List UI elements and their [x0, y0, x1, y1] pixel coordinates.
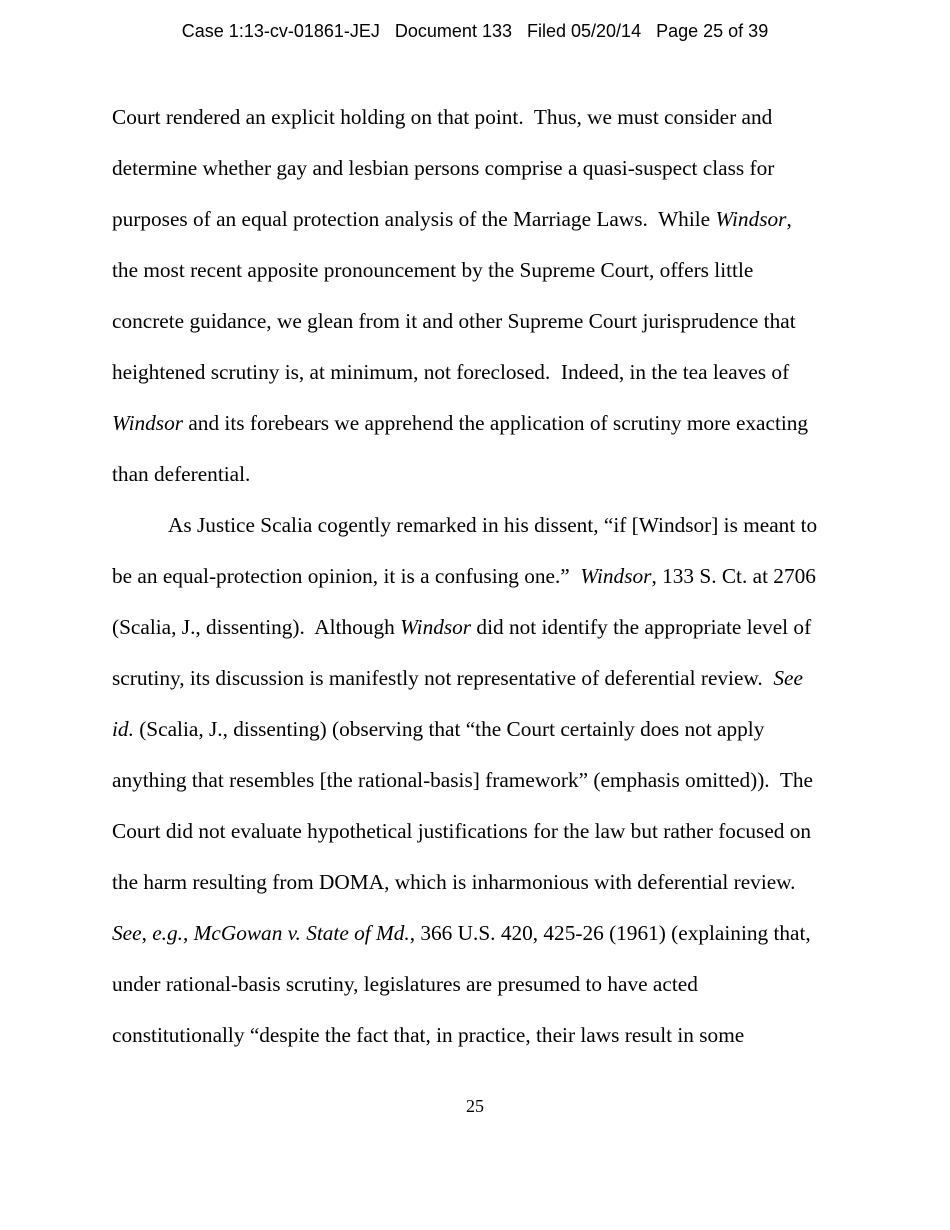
page-indicator: Page 25 of 39 [656, 21, 769, 41]
case-citation: Windsor [715, 207, 787, 231]
text-line: (Scalia, J., dissenting). Although Windsor did not identify the appropriate level of [112, 615, 812, 639]
text-line: See, e.g., McGowan v. State of Md., 366 U.S. 420, 425-26 (1961) (explaining that, [112, 921, 811, 945]
document-number: Document 133 [394, 21, 512, 41]
text-line: anything that resembles [the rational-basis] framework” (emphasis omitted)). The [112, 768, 813, 792]
text-line: concrete guidance, we glean from it and other Supreme Court jurisprudence that [112, 309, 796, 333]
text-line: than deferential. [112, 462, 251, 486]
case-header [0, 21, 950, 42]
signal-word: e.g. [152, 921, 183, 945]
signal-word: id. [112, 717, 134, 741]
text-line: Windsor and its forebears we apprehend the application of scrutiny more exacting [112, 411, 809, 435]
text-line: be an equal-protection opinion, it is a confusing one.” Windsor, 133 S. Ct. at 2706 [112, 564, 816, 588]
case-citation: Windsor [400, 615, 472, 639]
text-line: Court did not evaluate hypothetical justifications for the law but rather focused on [112, 819, 812, 843]
filed-date: Filed 05/20/14 [527, 21, 642, 41]
case-number: Case 1:13-cv-01861-JEJ [181, 21, 380, 41]
text-line: scrutiny, its discussion is manifestly not representative of deferential review. See [112, 666, 803, 690]
body-text [112, 92, 837, 1061]
text-line: Court rendered an explicit holding on that point. Thus, we must consider and [112, 105, 773, 129]
paragraph-start-line: As Justice Scalia cogently remarked in his dissent, “if [Windsor] is meant to [168, 513, 818, 537]
text-line: the harm resulting from DOMA, which is inharmonious with deferential review. [112, 870, 796, 894]
text-line: heightened scrutiny is, at minimum, not foreclosed. Indeed, in the tea leaves of [112, 360, 790, 384]
text-line: determine whether gay and lesbian persons comprise a quasi-suspect class for [112, 156, 775, 180]
page-number: 25 [466, 1096, 484, 1116]
signal-word: See [112, 921, 142, 945]
text-line: under rational-basis scrutiny, legislatures are presumed to have acted [112, 972, 698, 996]
signal-word: See [773, 666, 803, 690]
text-line: constitutionally “despite the fact that, in practice, their laws result in some [112, 1023, 745, 1047]
text-line: id. (Scalia, J., dissenting) (observing that “the Court certainly does not apply [112, 717, 765, 741]
text-line: purposes of an equal protection analysis of the Marriage Laws. While Windsor, [112, 207, 792, 231]
text-line: the most recent apposite pronouncement by the Supreme Court, offers little [112, 258, 754, 282]
case-citation: Windsor [580, 564, 652, 588]
case-citation: Windsor [112, 411, 184, 435]
case-citation: McGowan v. State of Md. [193, 921, 410, 945]
